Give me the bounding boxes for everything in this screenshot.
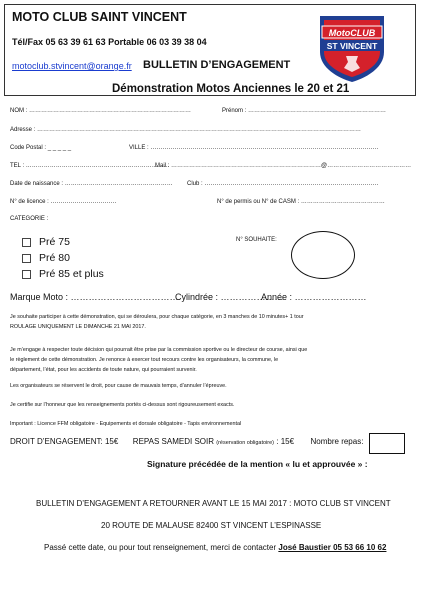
participation-text-line2: ROULAGE UNIQUEMENT LE DIMANCHE 21 MAI 2017. — [10, 324, 146, 330]
club-name: MOTO CLUB SAINT VINCENT — [12, 10, 187, 24]
weather-text: Les organisateurs se réservent le droit, pour cause de mauvais temps, d’annuler l’épreuve. — [10, 383, 227, 389]
field-ville[interactable]: VILLE : …………………………………………………………………………………………………… — [129, 145, 379, 151]
category-label: Pré 80 — [39, 252, 70, 264]
participation-text-line1: Je souhaite participer à cette démonstration, qui se déroulera, pour chaque catégorie, en 3 manches de 10 minutes+ 1 tour — [10, 314, 304, 320]
field-date-naissance[interactable]: Date de naissance : ……………………………………………… — [10, 181, 173, 187]
nombre-repas-label: Nombre repas: — [310, 437, 364, 446]
field-mail[interactable]: Mail : …………………………………………………………………@…………………………………… — [155, 163, 412, 169]
checkbox-icon[interactable] — [22, 238, 31, 247]
category-label: Pré 75 — [39, 236, 70, 248]
logo-top-text: MotoCLUB — [328, 28, 376, 38]
souhaite-number-oval[interactable] — [291, 231, 355, 279]
event-title: Démonstration Motos Anciennes le 20 et 21 — [112, 83, 350, 95]
contact-prefix: Passé cette date, ou pour tout renseignement, merci de contacter — [44, 543, 277, 552]
repas-label: REPAS SAMEDI SOIR — [132, 437, 214, 446]
category-option-pre80[interactable] — [22, 252, 70, 264]
commitment-text-line3: département, l’état, pour les accidents de toute nature, qui pourraient survenir. — [10, 367, 197, 373]
commitment-text-line1: Je m’engage à respecter toute décision qui pourrait être prise par la commission sportive ou le directeur de course, ainsi que — [10, 347, 308, 353]
field-tel[interactable]: TEL : ……………………………………………………………… — [10, 163, 170, 169]
field-permis[interactable]: N° de permis ou N° de CASM : …………………………………… — [217, 199, 385, 205]
categorie-label: CATEGORIE : — [10, 216, 49, 222]
category-label: Pré 85 et plus — [39, 268, 104, 280]
field-annee[interactable]: Année : …………………… — [261, 292, 367, 302]
form-title: BULLETIN D’ENGAGEMENT — [143, 59, 291, 71]
checkbox-icon[interactable] — [22, 254, 31, 263]
certify-text: Je certifie sur l’honneur que les renseignements portés ci-dessus sont rigoureusement exacts. — [10, 402, 235, 408]
field-code-postal[interactable]: Code Postal : _ _ _ _ _ — [10, 145, 72, 151]
contact-person[interactable]: José Baustier 05 53 66 10 62 — [278, 543, 387, 552]
commitment-text-line2: le règlement de cette démonstration. Je renonce à exercer tout recours contre les organisateurs, la commune, le — [10, 357, 279, 363]
phone-line: Tél/Fax 05 63 39 61 63 Portable 06 03 39 38 04 — [12, 37, 207, 47]
logo-bottom-text: ST VINCENT — [326, 41, 378, 51]
category-option-pre75[interactable] — [22, 236, 70, 248]
field-licence[interactable]: N° de licence : …………………………… — [10, 199, 117, 205]
nombre-repas-box[interactable] — [369, 433, 405, 454]
signature-label: Signature précédée de la mention « lu et approuvée » : — [147, 459, 368, 469]
repas-price: : 15€ — [276, 437, 295, 446]
club-logo — [316, 12, 388, 84]
category-option-pre85[interactable] — [22, 268, 104, 280]
field-prenom[interactable]: Prénom : …………………………………………………………… — [222, 108, 387, 114]
field-adresse[interactable]: Adresse : ……………………………………………………………………………………………………………………………………………… — [10, 127, 362, 133]
fees-line — [10, 437, 363, 446]
footer-address-line: 20 ROUTE DE MALAUSE 82400 ST VINCENT L’ESPINASSE — [101, 521, 322, 530]
field-nom[interactable]: NOM : ……………………………………………………………………… — [10, 108, 191, 114]
checkbox-icon[interactable] — [22, 270, 31, 279]
field-marque-moto[interactable]: Marque Moto : ……………………………… — [10, 292, 179, 302]
repas-note: (réservation obligatoire) — [216, 440, 275, 446]
footer-contact-line — [44, 543, 386, 552]
droit-engagement: DROIT D’ENGAGEMENT: 15€ — [10, 437, 119, 446]
footer-return-line: BULLETIN D’ENGAGEMENT A RETOURNER AVANT LE 15 MAI 2017 : MOTO CLUB ST VINCENT — [36, 499, 391, 508]
email-link[interactable]: motoclub.stvincent@orange.fr — [12, 61, 132, 71]
important-text: Important : Licence FFM obligatoire - Equipements et dorsale obligatoire - Tapis environnemental — [10, 421, 242, 427]
souhaite-label: N° SOUHAITE: — [236, 237, 277, 243]
field-cylindree[interactable]: Cylindrée : ………………… — [175, 292, 284, 302]
field-club[interactable]: Club : …………………………………………………………………………… — [187, 181, 379, 187]
